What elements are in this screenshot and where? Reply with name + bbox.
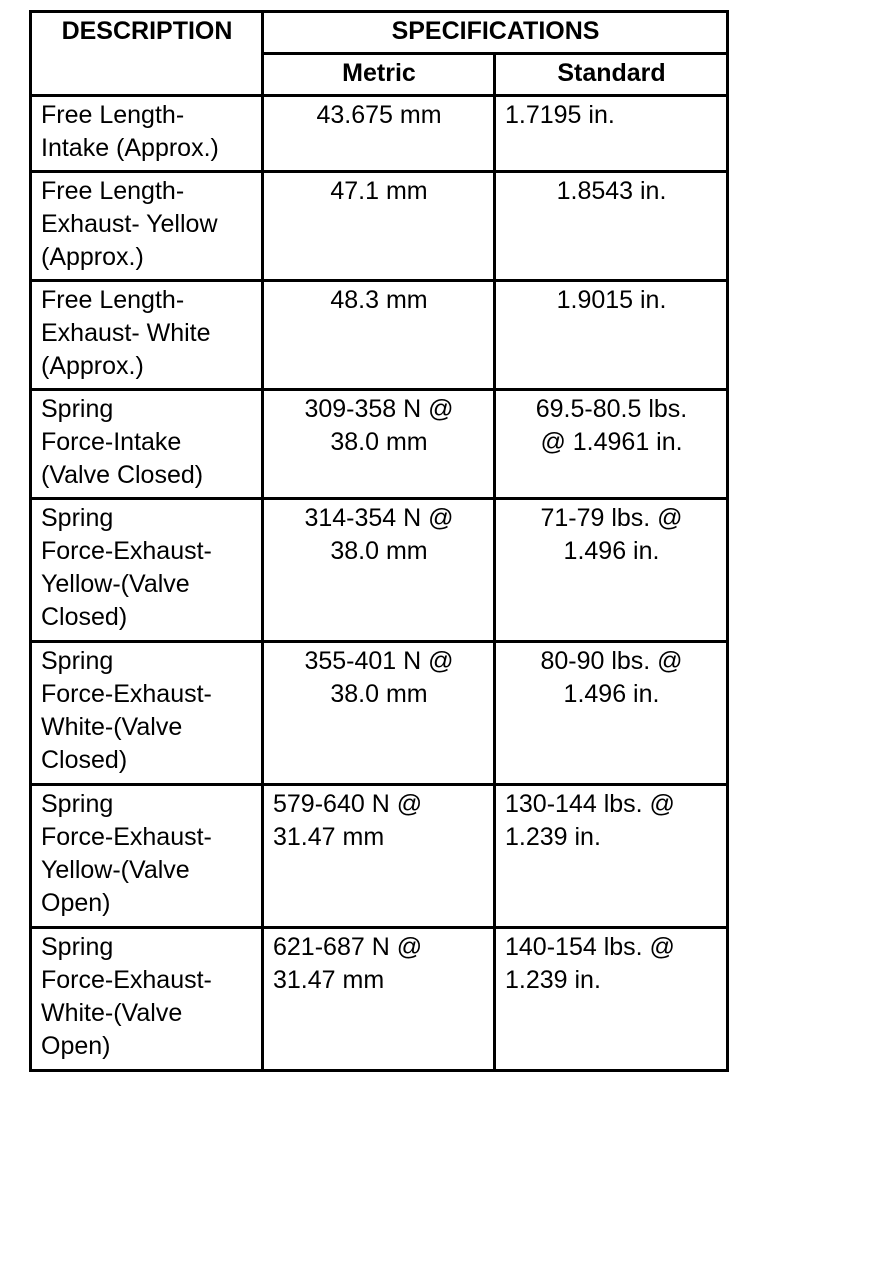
cell-description: Spring Force-Intake (Valve Closed) [31, 390, 263, 499]
cell-metric: 48.3 mm [263, 281, 495, 390]
table-row [31, 499, 728, 642]
cell-metric: 579-640 N @ 31.47 mm [263, 785, 495, 928]
cell-description: Free Length- Intake (Approx.) [31, 96, 263, 172]
cell-standard: 1.8543 in. [495, 172, 728, 281]
header-metric: Metric [263, 54, 495, 96]
table-row [31, 390, 728, 499]
table-row [31, 785, 728, 928]
cell-description: Free Length- Exhaust- Yellow (Approx.) [31, 172, 263, 281]
cell-standard: 80-90 lbs. @ 1.496 in. [495, 642, 728, 785]
cell-standard: 69.5-80.5 lbs. @ 1.4961 in. [495, 390, 728, 499]
header-row-primary [31, 12, 728, 54]
cell-description: Spring Force-Exhaust- Yellow-(Valve Open) [31, 785, 263, 928]
cell-metric: 309-358 N @ 38.0 mm [263, 390, 495, 499]
cell-description: Free Length- Exhaust- White (Approx.) [31, 281, 263, 390]
cell-standard: 140-154 lbs. @ 1.239 in. [495, 928, 728, 1071]
cell-metric: 621-687 N @ 31.47 mm [263, 928, 495, 1071]
cell-metric: 355-401 N @ 38.0 mm [263, 642, 495, 785]
table-row [31, 642, 728, 785]
header-description: DESCRIPTION [31, 12, 263, 96]
cell-standard: 1.9015 in. [495, 281, 728, 390]
cell-standard: 130-144 lbs. @ 1.239 in. [495, 785, 728, 928]
header-specifications: SPECIFICATIONS [263, 12, 728, 54]
specifications-table [29, 10, 729, 1072]
cell-description: Spring Force-Exhaust- White-(Valve Open) [31, 928, 263, 1071]
cell-metric: 43.675 mm [263, 96, 495, 172]
header-standard: Standard [495, 54, 728, 96]
cell-description: Spring Force-Exhaust- White-(Valve Closed) [31, 642, 263, 785]
table-row [31, 281, 728, 390]
table-row [31, 96, 728, 172]
table-row [31, 928, 728, 1071]
cell-description: Spring Force-Exhaust- Yellow-(Valve Closed) [31, 499, 263, 642]
cell-metric: 47.1 mm [263, 172, 495, 281]
cell-standard: 71-79 lbs. @ 1.496 in. [495, 499, 728, 642]
table-row [31, 172, 728, 281]
cell-metric: 314-354 N @ 38.0 mm [263, 499, 495, 642]
cell-standard: 1.7195 in. [495, 96, 728, 172]
